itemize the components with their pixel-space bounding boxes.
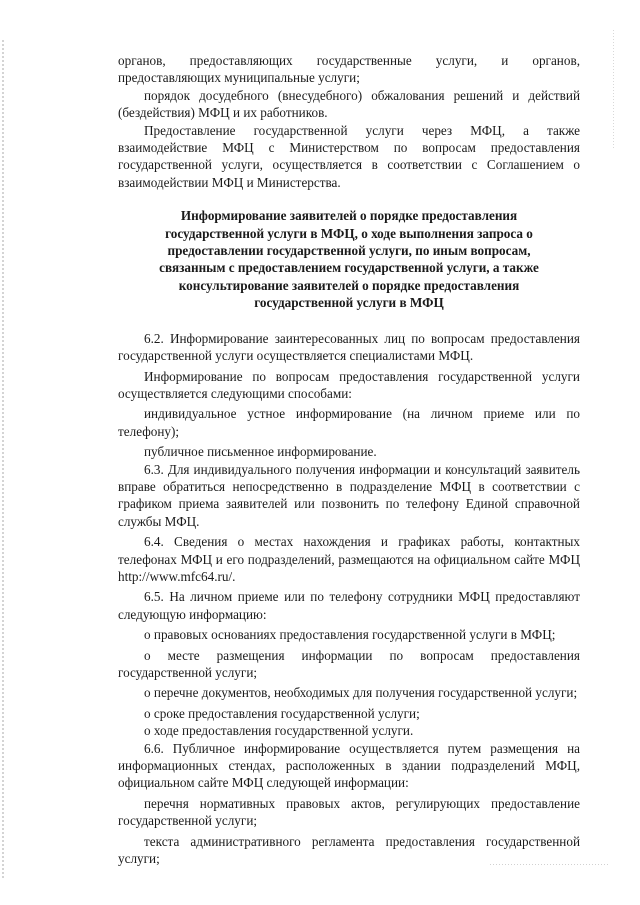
scan-artifact-right-edge [613,30,614,150]
heading-line: предоставлении государственной услуги, по иным вопросам, [167,243,531,259]
list-item-legal-basis: о правовых основаниях предоставления государственной услуги в МФЦ; [144,627,556,643]
list-item-term: о сроке предоставления государственной услуги; [144,705,420,721]
paragraph-6-4: 6.4. Сведения о местах нахождения и графиках работы, контактных телефонах МФЦ и его подразделений, размещаются на официальном сайте МФЦ http://www.mfc64.ru/. [118,534,580,584]
paragraph-6-5: 6.5. На личном приеме или по телефону сотрудники МФЦ предоставляют следующую информацию: [118,589,580,622]
scan-artifact-left-edge [2,40,4,880]
paragraph-methods-intro: Информирование по вопросам предоставления государственной услуги осуществляется следующими способами: [118,368,580,401]
document-page [118,52,580,867]
list-item-documents: о перечне документов, необходимых для получения государственной услуги; [144,685,578,701]
heading-line: консультирование заявителей о порядке предоставления [178,277,520,293]
paragraph-continuation: органов, предоставляющих государственные услуги, и органов, предоставляющих муниципальные услуги; [118,53,580,86]
paragraph-6-6: 6.6. Публичное информирование осуществляется путем размещения на информационных стендах, расположенных в здании подразделений МФЦ, официальном сайте МФЦ следующей информации: [118,740,580,791]
list-item-regulation-text: текста административного регламента предоставления государственной услуги; [118,833,580,867]
heading-line: государственной услуги в МФЦ, о ходе выполнения запроса о [165,225,533,241]
list-item-info-location: о месте размещения информации по вопросам предоставления государственной услуги; [118,647,580,680]
heading-line: связанным с предоставлением государственной услуги, а также [159,260,539,276]
list-item-progress: о ходе предоставления государственной услуги. [144,723,414,739]
section-heading [118,207,580,311]
paragraph-6-2: 6.2. Информирование заинтересованных лиц по вопросам предоставления государственной услуги осуществляется специалистами МФЦ. [118,330,580,364]
list-item-legal-acts: перечня нормативных правовых актов, регулирующих предоставление государственной услуги; [118,795,580,829]
paragraph-agreement: Предоставление государственной услуги через МФЦ, а также взаимодействие МФЦ с Министерством по вопросам предоставления государственной услуги, осуществляется в соответствии с Соглашением о взаимодействии МФЦ и Министерства. [118,122,580,190]
list-item-written: публичное письменное информирование. [144,444,377,460]
list-item-oral: индивидуальное устное информирование (на личном приеме или по телефону); [118,406,580,439]
heading-line: Информирование заявителей о порядке предоставления [180,208,518,224]
heading-line: государственной услуги в МФЦ [254,295,444,311]
paragraph-6-3: 6.3. Для индивидуального получения информации и консультаций заявитель вправе обратиться непосредственно в подразделение МФЦ в соответствии с графиком приема заявителей или позвонить по телефону Единой справочной службы МФЦ. [118,461,580,529]
paragraph-appeal-procedure: порядок досудебного (внесудебного) обжалования решений и действий (бездействия) МФЦ и их работников. [118,87,580,121]
